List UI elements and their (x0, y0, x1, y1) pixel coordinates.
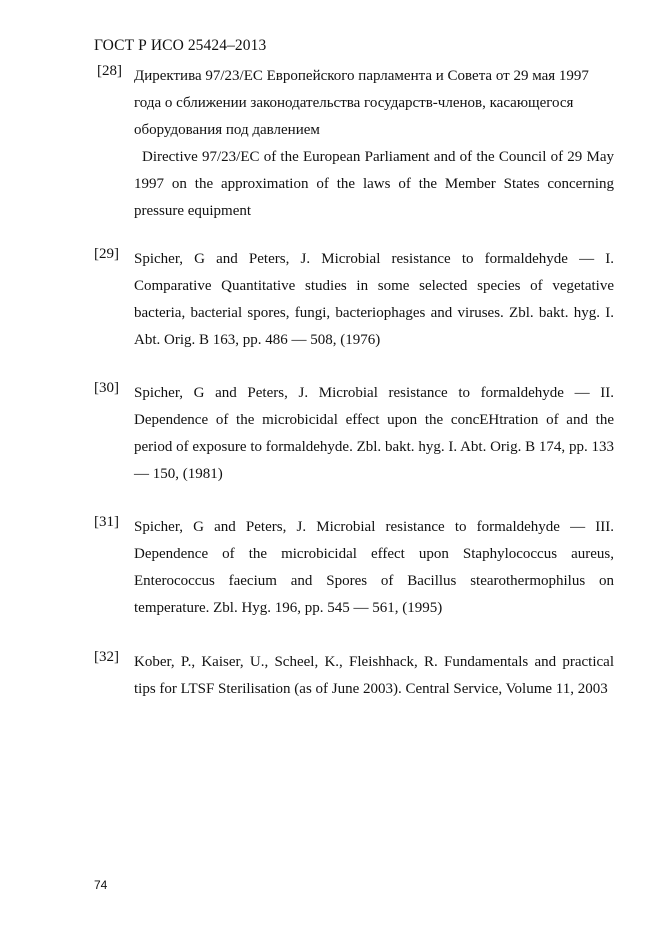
reference-text (134, 63, 614, 225)
reference-number: [31] (94, 514, 119, 530)
reference-paragraph: Spicher, G and Peters, J. Microbial resistance to formaldehyde — III. Dependence of the microbicidal effect upon Staphylococcus aureus, Enterococcus faecium and Spores of Bacillus stearothermophilus on temperature. Zbl. Hyg. 196, pp. 545 — 561, (1995) (134, 519, 614, 616)
reference-entry-30 (94, 380, 614, 488)
reference-text (134, 380, 614, 488)
reference-text (134, 246, 614, 354)
reference-paragraph: Kober, P., Kaiser, U., Scheel, K., Fleishhack, R. Fundamentals and practical tips for LTSF Sterilisation (as of June 2003). Central Service, Volume 11, 2003 (134, 654, 614, 697)
reference-entry-29 (94, 246, 614, 354)
reference-number: [32] (94, 649, 119, 665)
reference-paragraph-en: Directive 97/23/EC of the European Parliament and of the Council of 29 May 1997 on the approximation of the laws of the Member States concerning pressure equipment (134, 149, 614, 219)
document-header: ГОСТ Р ИСО 25424–2013 (94, 37, 267, 54)
reference-text (134, 514, 614, 622)
reference-paragraph: Spicher, G and Peters, J. Microbial resistance to formaldehyde — I. Comparative Quantitative studies in some selected species of vegetative bacteria, bacterial spores, fungi, bacteriophages and viruses. Zbl. bakt. hyg. I. Abt. Orig. B 163, pp. 486 — 508, (1976) (134, 251, 614, 348)
reference-entry-32 (94, 649, 614, 703)
reference-number: [29] (94, 246, 119, 262)
reference-number: [28] (97, 63, 122, 79)
reference-entry-31 (94, 514, 614, 622)
reference-entry-28 (94, 63, 614, 225)
reference-text (134, 649, 614, 703)
reference-number: [30] (94, 380, 119, 396)
page-number: 74 (94, 878, 108, 892)
reference-paragraph: Spicher, G and Peters, J. Microbial resistance to formaldehyde — II. Dependence of the microbicidal effect upon the concEHtration of and the period of exposure to formaldehyde. Zbl. bakt. hyg. I. Abt. Orig. B 174, pp. 133 — 150, (1981) (134, 385, 614, 482)
reference-paragraph-ru: Директива 97/23/ЕС Европейского парламента и Совета от 29 мая 1997 года о сближении законодательства государств-членов, касающегося оборудования под давлением (134, 68, 589, 138)
